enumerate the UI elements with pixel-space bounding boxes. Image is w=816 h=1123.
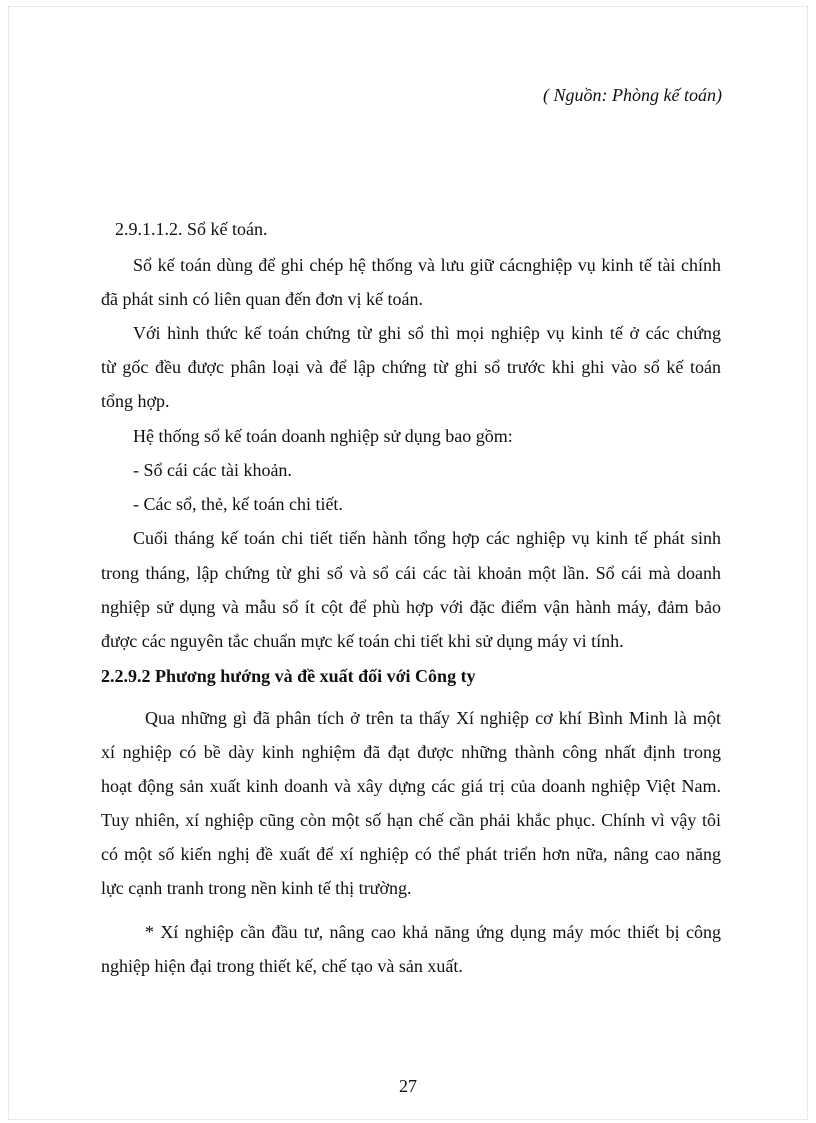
paragraph-line: nghiệp sử dụng và mẫu sổ ít cột để phù hợp với đặc điểm vận hành máy, đảm bảo <box>101 597 721 617</box>
paragraph-line: có một số kiến nghị đề xuất để xí nghiệp có thể phát triển hơn nữa, nâng cao năng <box>101 844 721 864</box>
paragraph-line: từ gốc đều được phân loại và để lập chứng từ ghi sổ trước khi ghi vào sổ kế toán <box>101 357 721 377</box>
paragraph-line: tổng hợp. <box>101 391 170 411</box>
paragraph-line: lực cạnh tranh trong nền kinh tế thị trường. <box>101 878 412 898</box>
paragraph-line: Qua những gì đã phân tích ở trên ta thấy Xí nghiệp cơ khí Bình Minh là một <box>145 708 721 728</box>
page-number: 27 <box>399 1076 417 1096</box>
paragraph-line: xí nghiệp có bề dày kinh nghiệm đã đạt được những thành công nhất định trong <box>101 742 721 762</box>
paragraph-line: nghiệp hiện đại trong thiết kế, chế tạo và sản xuất. <box>101 956 463 976</box>
paragraph-line: Cuối tháng kế toán chi tiết tiến hành tổng hợp các nghiệp vụ kinh tế phát sinh <box>133 528 721 548</box>
list-item: - Các sổ, thẻ, kế toán chi tiết. <box>133 494 343 514</box>
paragraph-line: Tuy nhiên, xí nghiệp cũng còn một số hạn chế cần phải khắc phục. Chính vì vậy tôi <box>101 810 721 830</box>
list-item: - Sổ cái các tài khoản. <box>133 460 292 480</box>
section-heading-2-2-9-2: 2.2.9.2 Phương hướng và đề xuất đối với Công ty <box>101 666 476 686</box>
paragraph-line: Sổ kế toán dùng để ghi chép hệ thống và lưu giữ cácnghiệp vụ kinh tế tài chính <box>133 255 721 275</box>
paragraph-line: Hệ thống sổ kế toán doanh nghiệp sử dụng bao gồm: <box>133 426 513 446</box>
section-heading-2-9-1-1-2: 2.9.1.1.2. Sổ kế toán. <box>115 219 268 239</box>
paragraph-line: * Xí nghiệp cần đầu tư, nâng cao khả năng ứng dụng máy móc thiết bị công <box>145 922 721 942</box>
source-note: ( Nguồn: Phòng kế toán) <box>543 85 722 105</box>
paragraph-line: trong tháng, lập chứng từ ghi sổ và sổ cái các tài khoản một lần. Sổ cái mà doanh <box>101 563 721 583</box>
paragraph-line: đã phát sinh có liên quan đến đơn vị kế toán. <box>101 289 423 309</box>
paragraph-line: Với hình thức kế toán chứng từ ghi sổ thì mọi nghiệp vụ kinh tế ở các chứng <box>133 323 721 343</box>
paragraph-line: hoạt động sản xuất kinh doanh và xây dựng các giá trị của doanh nghiệp Việt Nam. <box>101 776 721 796</box>
paragraph-line: được các nguyên tắc chuẩn mực kế toán chi tiết khi sử dụng máy vi tính. <box>101 631 624 651</box>
